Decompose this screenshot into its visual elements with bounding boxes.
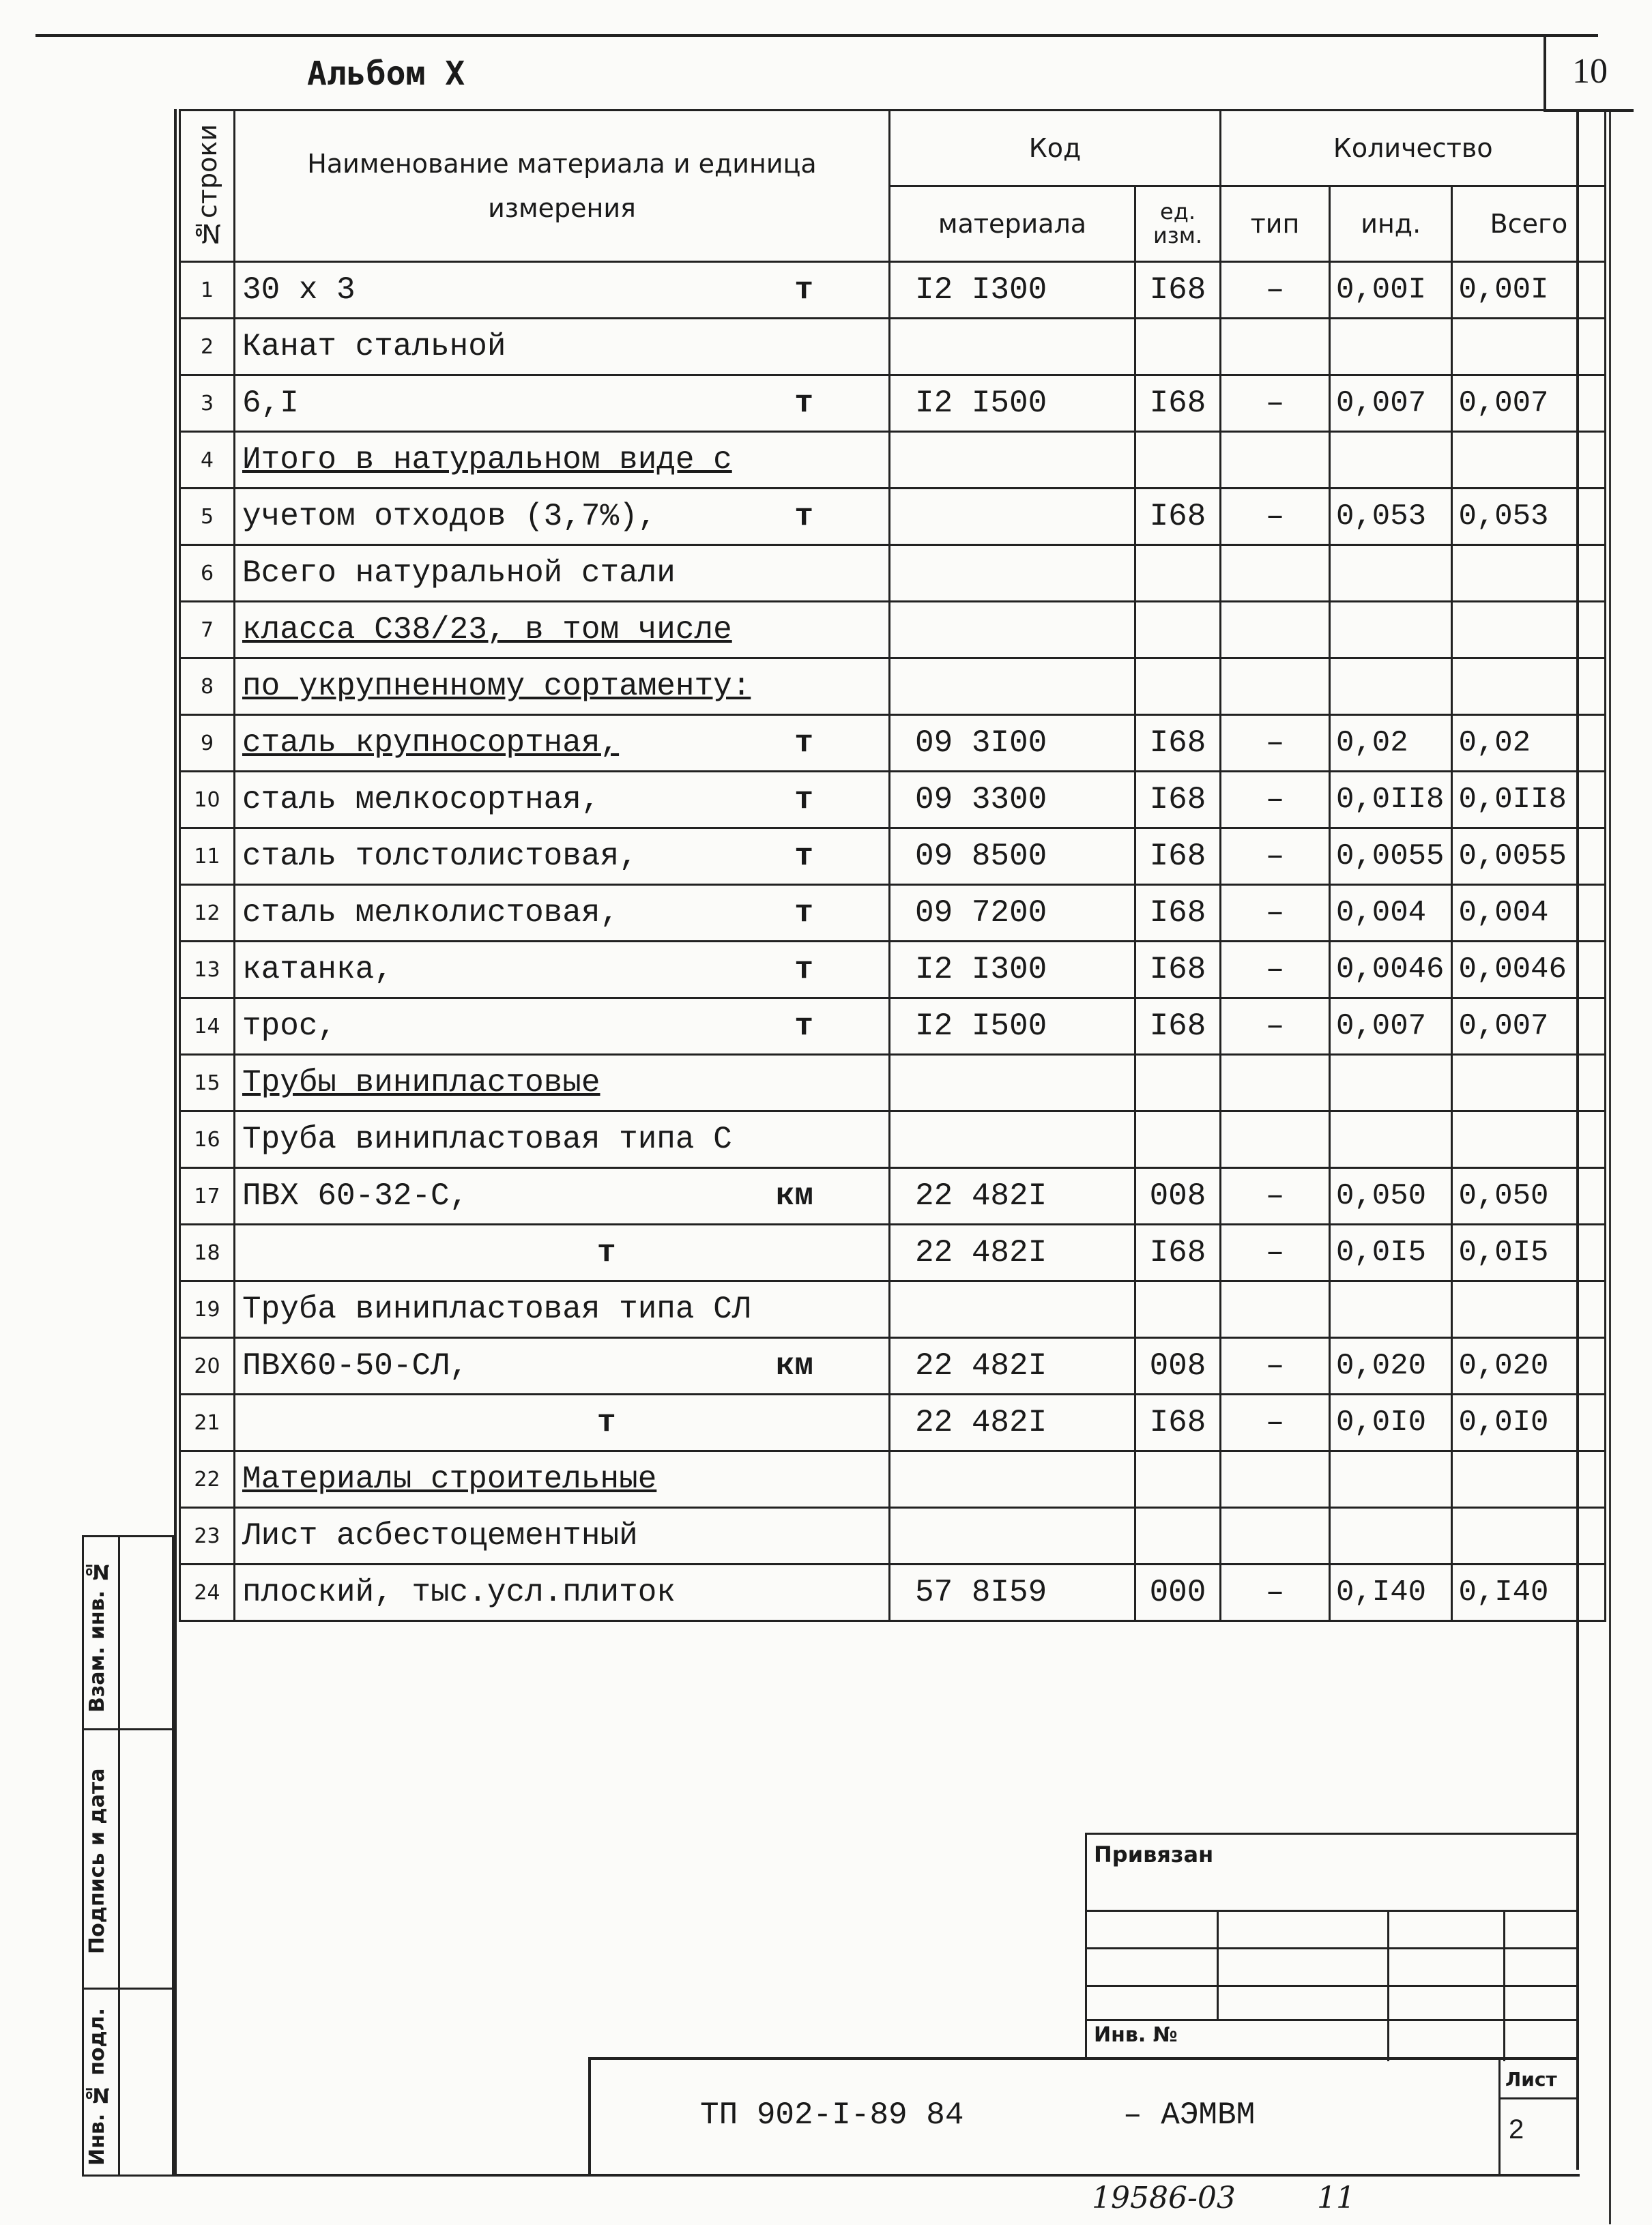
- material-code: 57 8I59: [890, 1565, 1135, 1621]
- material-name-text: 6,I: [242, 386, 299, 421]
- col-name: Наименование материала и единица измерения: [235, 111, 890, 262]
- material-name-text: Материалы строительные: [242, 1461, 657, 1497]
- material-code: [890, 545, 1135, 602]
- qty-ind: [1330, 658, 1452, 715]
- material-name: [235, 1168, 890, 1225]
- material-unit: км: [775, 1348, 813, 1384]
- material-name-text: Итого в натуральном виде с: [242, 442, 732, 478]
- qty-ind: 0,007: [1330, 998, 1452, 1055]
- archive-number: 19586-03: [1092, 2181, 1236, 2215]
- qty-type: [1221, 658, 1330, 715]
- qty-total: 0,0I0: [1452, 1395, 1606, 1451]
- table-row: [180, 1395, 1606, 1451]
- material-code: 22 482I: [890, 1225, 1135, 1281]
- qty-type: –: [1221, 262, 1330, 319]
- row-number: 6: [180, 545, 235, 602]
- qty-ind: 0,050: [1330, 1168, 1452, 1225]
- qty-type: –: [1221, 489, 1330, 545]
- material-code: [890, 602, 1135, 658]
- qty-type: –: [1221, 1565, 1330, 1621]
- material-code: 09 7200: [890, 885, 1135, 942]
- table-row: [180, 1565, 1606, 1621]
- material-name: [235, 1565, 890, 1621]
- material-name-text: Всего натуральной стали: [242, 555, 676, 591]
- material-code: [890, 319, 1135, 375]
- corner-page-number: 10: [1544, 34, 1634, 112]
- qty-type: –: [1221, 942, 1330, 998]
- material-code: I2 I500: [890, 998, 1135, 1055]
- qty-type: –: [1221, 1168, 1330, 1225]
- qty-total: 0,0055: [1452, 828, 1606, 885]
- qty-type: –: [1221, 1338, 1330, 1395]
- table-row: [180, 1111, 1606, 1168]
- table-row: [180, 602, 1606, 658]
- qty-ind: [1330, 1111, 1452, 1168]
- qty-ind: [1330, 1281, 1452, 1338]
- qty-ind: [1330, 545, 1452, 602]
- row-number: 11: [180, 828, 235, 885]
- table-row: [180, 432, 1606, 489]
- table-row: [180, 1338, 1606, 1395]
- qty-total: [1452, 1055, 1606, 1111]
- binding-block: [1085, 1833, 1576, 2059]
- qty-type: [1221, 1281, 1330, 1338]
- privyazan-label: Привязан: [1094, 1842, 1214, 1867]
- material-name: [235, 828, 890, 885]
- table-row: [180, 489, 1606, 545]
- material-code: [890, 658, 1135, 715]
- qty-type: –: [1221, 715, 1330, 772]
- material-name: [235, 489, 890, 545]
- unit-code: I68: [1135, 942, 1221, 998]
- row-number: 18: [180, 1225, 235, 1281]
- qty-ind: [1330, 1508, 1452, 1565]
- unit-code: I68: [1135, 1225, 1221, 1281]
- table-row: [180, 262, 1606, 319]
- qty-type: –: [1221, 772, 1330, 828]
- qty-ind: 0,0II8: [1330, 772, 1452, 828]
- material-code: 22 482I: [890, 1338, 1135, 1395]
- table-row: [180, 545, 1606, 602]
- qty-ind: [1330, 602, 1452, 658]
- table-row: [180, 998, 1606, 1055]
- material-name: [235, 658, 890, 715]
- qty-ind: 0,02: [1330, 715, 1452, 772]
- material-name-text: Труба винипластовая типа С: [242, 1122, 732, 1157]
- material-unit: т: [597, 1405, 616, 1440]
- material-unit: т: [794, 272, 813, 308]
- unit-code: I68: [1135, 715, 1221, 772]
- qty-type: [1221, 432, 1330, 489]
- qty-ind: 0,007: [1330, 375, 1452, 432]
- material-code: 22 482I: [890, 1168, 1135, 1225]
- row-number: 7: [180, 602, 235, 658]
- material-name: [235, 1281, 890, 1338]
- material-code: [890, 1451, 1135, 1508]
- unit-code: [1135, 1508, 1221, 1565]
- row-number: 22: [180, 1451, 235, 1508]
- row-number: 24: [180, 1565, 235, 1621]
- material-name-text: ПВХ60-50-СЛ,: [242, 1348, 469, 1384]
- table-row: [180, 772, 1606, 828]
- row-number: 12: [180, 885, 235, 942]
- material-unit: т: [794, 1008, 813, 1044]
- qty-type: [1221, 545, 1330, 602]
- material-unit: т: [794, 386, 813, 421]
- qty-total: 0,0I5: [1452, 1225, 1606, 1281]
- qty-type: –: [1221, 1225, 1330, 1281]
- qty-total: [1452, 319, 1606, 375]
- qty-type: [1221, 1451, 1330, 1508]
- material-name-text: плоский, тыс.усл.плиток: [242, 1575, 676, 1610]
- qty-ind: 0,004: [1330, 885, 1452, 942]
- row-number: 14: [180, 998, 235, 1055]
- material-name: [235, 262, 890, 319]
- unit-code: 008: [1135, 1338, 1221, 1395]
- material-unit: т: [794, 952, 813, 987]
- qty-total: [1452, 1508, 1606, 1565]
- qty-ind: 0,053: [1330, 489, 1452, 545]
- qty-ind: 0,0I0: [1330, 1395, 1452, 1451]
- table-row: [180, 942, 1606, 998]
- unit-code: I68: [1135, 489, 1221, 545]
- footer-sheet: 11: [1317, 2181, 1355, 2215]
- row-number: 8: [180, 658, 235, 715]
- material-name-text: 30 х 3: [242, 272, 356, 308]
- row-number: 1: [180, 262, 235, 319]
- qty-total: 0,00I: [1452, 262, 1606, 319]
- material-code: I2 I300: [890, 262, 1135, 319]
- doc-code: ТП 902-I-89 84: [700, 2097, 964, 2133]
- material-name-text: ПВХ 60-32-С,: [242, 1178, 469, 1214]
- col-row-number: №строки: [180, 111, 235, 262]
- qty-ind: 0,0055: [1330, 828, 1452, 885]
- qty-ind: 0,00I: [1330, 262, 1452, 319]
- material-name: [235, 375, 890, 432]
- qty-ind: 0,020: [1330, 1338, 1452, 1395]
- unit-code: [1135, 1451, 1221, 1508]
- col-code-material: материала: [890, 186, 1135, 262]
- unit-code: [1135, 1055, 1221, 1111]
- material-unit: т: [794, 895, 813, 931]
- row-number: 4: [180, 432, 235, 489]
- qty-total: [1452, 1281, 1606, 1338]
- right-edge-line: [1609, 109, 1611, 2224]
- material-unit: т: [794, 782, 813, 817]
- material-name: [235, 432, 890, 489]
- material-code: [890, 489, 1135, 545]
- material-code: [890, 1111, 1135, 1168]
- row-number: 20: [180, 1338, 235, 1395]
- unit-code: I68: [1135, 262, 1221, 319]
- qty-type: –: [1221, 828, 1330, 885]
- col-code-group: Код: [890, 111, 1221, 186]
- qty-type: –: [1221, 885, 1330, 942]
- material-name-text: сталь толстолистовая,: [242, 839, 638, 874]
- material-name: [235, 1111, 890, 1168]
- qty-ind: [1330, 319, 1452, 375]
- album-title: Альбом X: [307, 55, 465, 93]
- col-qty-total: Всего: [1452, 186, 1606, 262]
- qty-ind: 0,I40: [1330, 1565, 1452, 1621]
- unit-code: [1135, 545, 1221, 602]
- material-name: [235, 885, 890, 942]
- material-code: [890, 1281, 1135, 1338]
- material-code: 22 482I: [890, 1395, 1135, 1451]
- material-code: I2 I500: [890, 375, 1135, 432]
- qty-total: [1452, 1111, 1606, 1168]
- material-name-text: учетом отходов (3,7%),: [242, 499, 657, 534]
- material-unit: км: [775, 1178, 813, 1214]
- table-row: [180, 319, 1606, 375]
- material-name: [235, 602, 890, 658]
- material-name-text: катанка,: [242, 952, 393, 987]
- qty-total: [1452, 602, 1606, 658]
- material-name-text: Канат стальной: [242, 329, 506, 364]
- qty-total: 0,004: [1452, 885, 1606, 942]
- material-code: 09 3300: [890, 772, 1135, 828]
- row-number: 3: [180, 375, 235, 432]
- qty-ind: [1330, 1055, 1452, 1111]
- material-name: [235, 998, 890, 1055]
- table-row: [180, 375, 1606, 432]
- material-unit: т: [794, 839, 813, 874]
- doc-suffix: – АЭМВМ: [1123, 2097, 1256, 2133]
- material-name-text: сталь крупносортная,: [242, 725, 620, 761]
- qty-type: [1221, 1055, 1330, 1111]
- qty-total: 0,053: [1452, 489, 1606, 545]
- table-row: [180, 1281, 1606, 1338]
- qty-total: 0,007: [1452, 998, 1606, 1055]
- col-code-unit: ед. изм.: [1135, 186, 1221, 262]
- qty-type: [1221, 602, 1330, 658]
- qty-type: [1221, 319, 1330, 375]
- main-stamp: [588, 2057, 1578, 2177]
- qty-type: –: [1221, 998, 1330, 1055]
- qty-type: [1221, 1508, 1330, 1565]
- material-name: [235, 715, 890, 772]
- material-name-text: сталь мелколистовая,: [242, 895, 620, 931]
- material-name-text: трос,: [242, 1008, 337, 1044]
- qty-total: [1452, 658, 1606, 715]
- table-row: [180, 828, 1606, 885]
- row-number: 13: [180, 942, 235, 998]
- row-number: 23: [180, 1508, 235, 1565]
- qty-total: 0,007: [1452, 375, 1606, 432]
- unit-code: [1135, 1111, 1221, 1168]
- material-name-text: по укрупненному сортаменту:: [242, 669, 751, 704]
- unit-code: [1135, 432, 1221, 489]
- material-name: [235, 1225, 890, 1281]
- material-code: [890, 1055, 1135, 1111]
- material-name: [235, 1338, 890, 1395]
- material-unit: т: [794, 499, 813, 534]
- unit-code: I68: [1135, 885, 1221, 942]
- row-number: 21: [180, 1395, 235, 1451]
- qty-type: –: [1221, 375, 1330, 432]
- unit-code: I68: [1135, 998, 1221, 1055]
- qty-total: [1452, 545, 1606, 602]
- qty-total: [1452, 432, 1606, 489]
- side-label-podpis: Подпись и дата: [85, 1768, 109, 1955]
- material-name: [235, 1055, 890, 1111]
- col-qty-group: Количество: [1221, 111, 1606, 186]
- spec-table: [179, 109, 1606, 1622]
- sheet-label: Лист: [1505, 2068, 1557, 2091]
- qty-total: 0,0II8: [1452, 772, 1606, 828]
- qty-type: –: [1221, 1395, 1330, 1451]
- material-name-text: Труба винипластовая типа СЛ: [242, 1292, 751, 1327]
- qty-total: 0,0046: [1452, 942, 1606, 998]
- qty-ind: [1330, 432, 1452, 489]
- row-number: 5: [180, 489, 235, 545]
- material-name: [235, 319, 890, 375]
- table-row: [180, 1225, 1606, 1281]
- table-row: [180, 1168, 1606, 1225]
- qty-type: [1221, 1111, 1330, 1168]
- table-row: [180, 885, 1606, 942]
- unit-code: I68: [1135, 772, 1221, 828]
- material-name-text: сталь мелкосортная,: [242, 782, 600, 817]
- side-label-inv-podl: Инв. № подл.: [85, 2007, 109, 2166]
- material-name: [235, 942, 890, 998]
- material-name: [235, 1395, 890, 1451]
- material-name: [235, 772, 890, 828]
- material-code: 09 8500: [890, 828, 1135, 885]
- qty-total: 0,02: [1452, 715, 1606, 772]
- material-name-text: класса С38/23, в том числе: [242, 612, 732, 648]
- qty-total: 0,020: [1452, 1338, 1606, 1395]
- row-number: 19: [180, 1281, 235, 1338]
- qty-ind: 0,0046: [1330, 942, 1452, 998]
- unit-code: [1135, 602, 1221, 658]
- row-number: 9: [180, 715, 235, 772]
- material-name: [235, 545, 890, 602]
- frame-left-line: [174, 109, 177, 2177]
- row-number: 2: [180, 319, 235, 375]
- qty-total: 0,050: [1452, 1168, 1606, 1225]
- material-code: [890, 432, 1135, 489]
- row-number: 17: [180, 1168, 235, 1225]
- qty-total: [1452, 1451, 1606, 1508]
- material-code: I2 I300: [890, 942, 1135, 998]
- unit-code: [1135, 319, 1221, 375]
- unit-code: [1135, 1281, 1221, 1338]
- material-code: 09 3I00: [890, 715, 1135, 772]
- unit-code: I68: [1135, 828, 1221, 885]
- qty-total: 0,I40: [1452, 1565, 1606, 1621]
- table-row: [180, 715, 1606, 772]
- col-qty-ind: инд.: [1330, 186, 1452, 262]
- row-number: 16: [180, 1111, 235, 1168]
- material-name-text: Лист асбестоцементный: [242, 1518, 638, 1554]
- material-name-text: Трубы винипластовые: [242, 1065, 600, 1101]
- row-number: 15: [180, 1055, 235, 1111]
- unit-code: [1135, 658, 1221, 715]
- material-name: [235, 1508, 890, 1565]
- table-row: [180, 1508, 1606, 1565]
- table-row: [180, 1055, 1606, 1111]
- col-qty-type: тип: [1221, 186, 1330, 262]
- unit-code: I68: [1135, 375, 1221, 432]
- unit-code: I68: [1135, 1395, 1221, 1451]
- material-unit: т: [597, 1235, 616, 1270]
- material-unit: т: [794, 725, 813, 761]
- material-code: [890, 1508, 1135, 1565]
- inv-no-label: Инв. №: [1094, 2023, 1178, 2047]
- table-row: [180, 1451, 1606, 1508]
- sheet-number: 2: [1509, 2114, 1524, 2144]
- table-row: [180, 658, 1606, 715]
- material-name: [235, 1451, 890, 1508]
- qty-ind: 0,0I5: [1330, 1225, 1452, 1281]
- unit-code: 008: [1135, 1168, 1221, 1225]
- side-label-vzam: Взам. инв. №: [85, 1559, 109, 1713]
- qty-ind: [1330, 1451, 1452, 1508]
- unit-code: 000: [1135, 1565, 1221, 1621]
- row-number: 10: [180, 772, 235, 828]
- side-strip: [82, 1535, 174, 2177]
